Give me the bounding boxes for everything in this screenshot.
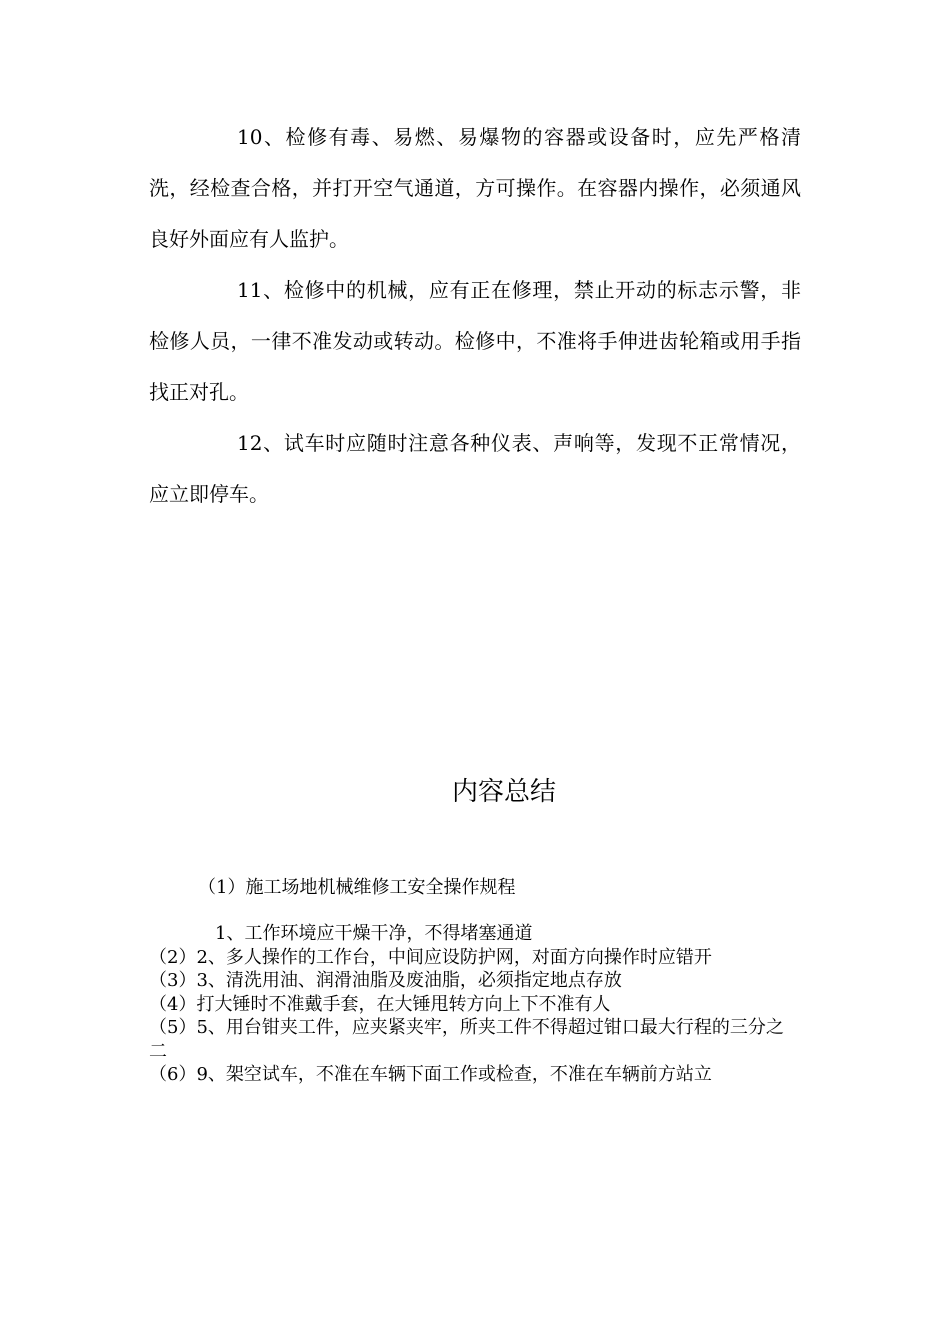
summary-item: （6）9、架空试车，不准在车辆下面工作或检查，不准在车辆前方站立 (149, 1064, 712, 1085)
summary-item: （4）打大锤时不准戴手套，在大锤甩转方向上下不准有人 (149, 993, 611, 1015)
paragraph-11: 11、检修中的机械，应有正在修理，禁止开动的标志示警，非检修人员，一律不准发动或转动。检修中，不准将手伸进齿轮箱或用手指找正对孔。 (149, 278, 801, 404)
body-text (149, 112, 801, 520)
summary-title: 内容总结 (451, 777, 556, 807)
paragraph-12: 12、试车时应随时注意各种仪表、声响等，发现不正常情况，应立即停车。 (149, 431, 801, 506)
summary-heading: （1）施工场地机械维修工安全操作规程 (198, 877, 516, 898)
summary-item: （5）5、用台钳夹工件，应夹紧夹牢，所夹工件不得超过钳口最大行程的三分之二 (149, 1017, 784, 1062)
summary-list (149, 922, 801, 1087)
summary-item: 1、工作环境应干燥干净，不得堵塞通道 (215, 923, 533, 944)
paragraph-10: 10、检修有毒、易燃、易爆物的容器或设备时，应先严格清洗，经检查合格，并打开空气通道，方可操作。在容器内操作，必须通风良好外面应有人监护。 (149, 125, 801, 251)
summary-item: （3）3、清洗用油、润滑油脂及废油脂，必须指定地点存放 (149, 970, 622, 991)
summary-item: （2）2、多人操作的工作台，中间应设防护网，对面方向操作时应错开 (149, 946, 712, 968)
